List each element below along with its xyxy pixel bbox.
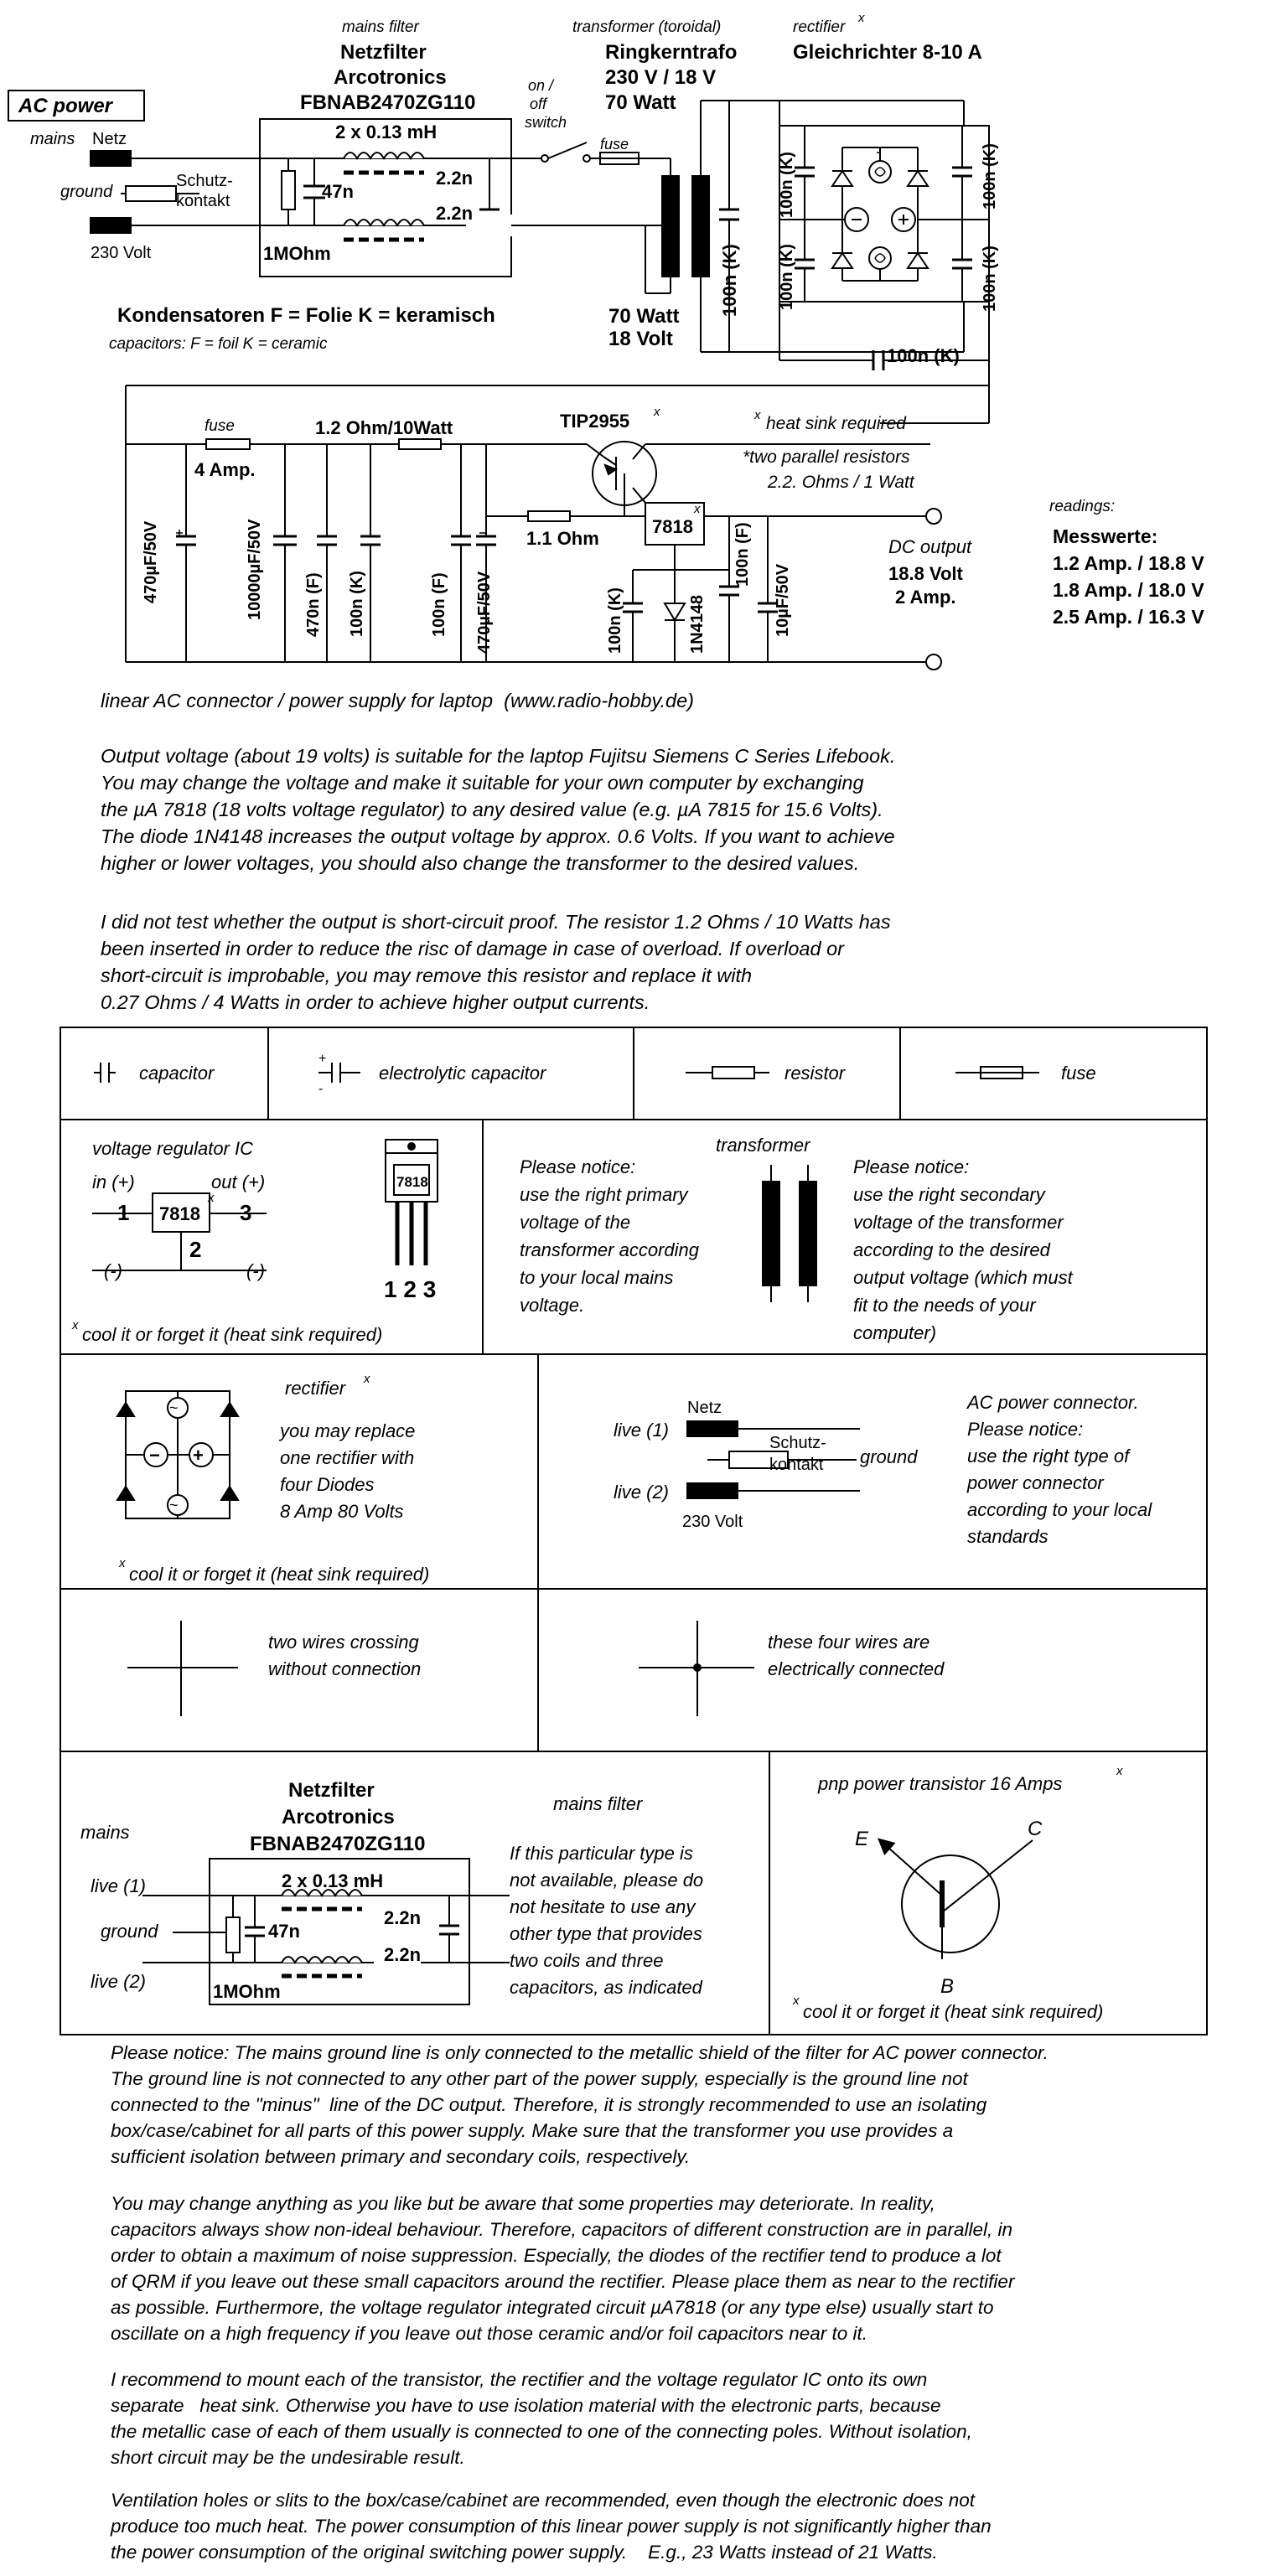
r12-label: 1.2 Ohm/10Watt xyxy=(315,417,453,438)
rect-legend-minus: − xyxy=(149,1445,160,1466)
c100f-label: 100n (F) xyxy=(430,572,448,637)
crossing-legend xyxy=(127,1621,754,1716)
description-shortcircuit: I did not test whether the output is short-circuit proof. The resistor 1.2 Ohms / 10 Watts has been inserted in order to reduce the risc of damage in case of overload. If overload or short-circuit is improbable, you may remove this resistor and replace it with 0.27 Ohms / 4 Watts in order to achieve higher output currents. xyxy=(101,911,891,1013)
vreg-minus-r: (-) xyxy=(246,1260,265,1281)
schutz1-label: Schutz- xyxy=(176,172,233,190)
mains-filter-title: mains filter xyxy=(342,18,419,36)
legend-elcap-plus: + xyxy=(318,1052,327,1066)
fuse2-label: fuse xyxy=(205,417,235,435)
primary-notice: Please notice: use the right primary voltage of the transformer according to your local mains voltage. xyxy=(520,1156,699,1316)
notice-ground: Please notice: The mains ground line is only connected to the metallic shield of the filter for AC power connector. The ground line is not connected to any other part of the power supply, especially is the ground line not connected to the "minus" line of the DC output. Therefore, it is strongly recommended to use an isolating box/case/cabinet for all parts of this power supply. Make sure that the transformer you use provides a sufficient isolation between primary and secondary coils, respectively. xyxy=(111,2042,1049,2167)
vreg-title: voltage regulator IC xyxy=(92,1138,253,1159)
transformer-legend-title: transformer xyxy=(716,1135,810,1156)
vreg-in-label: in (+) xyxy=(92,1172,135,1192)
rectifier-title: rectifier xyxy=(793,18,846,36)
c100k-rect-4: 100n (K) xyxy=(981,246,999,312)
fuse-label: fuse xyxy=(600,136,629,153)
ac-schutz2-label: kontakt xyxy=(769,1456,824,1474)
ac-netz-label: Netz xyxy=(687,1399,722,1417)
ground-label: ground xyxy=(60,183,113,201)
legend-capacitor-label: capacitor xyxy=(139,1063,215,1084)
legend-capacitor xyxy=(94,1063,116,1083)
x-mark-3: x xyxy=(754,408,761,422)
c100k-rect-2: 100n (K) xyxy=(778,244,796,310)
cool3-x: x xyxy=(793,1994,800,2008)
schutz2-label: kontakt xyxy=(176,192,230,210)
description-output: Output voltage (about 19 volts) is suitable for the laptop Fujitsu Siemens C Series Lifebook. You may change the voltage and make it suitable for your own computer by exchanging the µA 7818 (18 volts voltage regulator) to any desired value (e.g. µA 7815 for 15.6 Volts). The diode 1N4148 increases the output voltage by approx. 0.6 Volts. If you want to achieve higher or lower voltages, you should also change the transformer to the desired values. xyxy=(101,745,896,874)
vreg-x: x xyxy=(208,1191,215,1205)
v230-label: 230 Volt xyxy=(91,244,152,262)
w70b-label: 70 Watt xyxy=(608,305,680,328)
m1-label: 1.2 Amp. / 18.8 V xyxy=(1053,552,1204,574)
filter-legend-ground: ground xyxy=(101,1921,158,1942)
cool1-x: x xyxy=(72,1318,79,1332)
switch-and-fuse xyxy=(511,142,671,225)
vreg-pin1: 1 xyxy=(117,1200,130,1225)
vreg-pin2: 2 xyxy=(189,1237,202,1262)
pnp-c: C xyxy=(1028,1818,1043,1840)
filter-legend-live1: live (1) xyxy=(91,1875,147,1896)
caps-note: capacitors: F = foil K = ceramic xyxy=(109,335,328,353)
secondary-notice: Please notice: use the right secondary voltage of the transformer according to the desired output voltage (which must fit to the needs of your computer) xyxy=(853,1156,1073,1343)
c10u-label: 10µF/50V xyxy=(774,563,792,637)
rectifier-bridge xyxy=(779,101,989,352)
onoff-label-2: off xyxy=(530,96,547,112)
m3-label: 2.5 Amp. / 16.3 V xyxy=(1053,606,1204,628)
filter-notice: If this particular type is not available, please do not hesitate to use any other type that provides two coils and three capacitors, as indicated xyxy=(510,1843,704,1998)
c22a-label: 2.2n xyxy=(436,168,474,189)
two-par-1: *two parallel resistors xyxy=(743,447,910,467)
notice-ventilation: Ventilation holes or slits to the box/case/cabinet are recommended, even though the electronic does not produce too much heat. The power consumption of this linear power supply is not significantly higher than the power consumption of the original switching power supply. E.g., 23 Watts instead of 21 Watts. xyxy=(111,2490,992,2563)
filter-legend-coil: 2 x 0.13 mH xyxy=(282,1870,384,1891)
c100k-bus-label: 100n (K) xyxy=(887,345,960,366)
dc-out-label: DC output xyxy=(888,536,972,557)
reg-label: 7818 xyxy=(652,516,693,537)
vreg-minus-l: (-) xyxy=(104,1260,122,1281)
kond-note: Kondensatoren F = Folie K = keramisch xyxy=(117,304,495,327)
c470n-label: 470n (F) xyxy=(304,572,323,637)
ac-power-title xyxy=(8,91,144,121)
v18-label: 18 Volt xyxy=(608,328,673,350)
caption: linear AC connector / power supply for laptop (www.radio-hobby.de) xyxy=(101,690,694,711)
amp4-label: 4 Amp. xyxy=(194,459,256,480)
svg-text:AC power: AC power xyxy=(18,95,113,117)
c100k-rect-3: 100n (K) xyxy=(981,143,999,209)
c22b-label: 2.2n xyxy=(436,203,474,224)
c100kb-label: 100n (K) xyxy=(348,571,366,637)
fbnab-title: FBNAB2470ZG110 xyxy=(300,91,476,114)
rect-legend-ac2: ~ xyxy=(169,1497,179,1513)
ac-v230-label: 230 Volt xyxy=(682,1513,743,1531)
filter-legend-c47: 47n xyxy=(268,1921,300,1942)
pnp-b: B xyxy=(940,1975,955,1998)
ac-ground-label: ground xyxy=(860,1446,918,1467)
rect-legend-x: x xyxy=(364,1372,370,1386)
mains-label: mains xyxy=(30,130,75,148)
ac-live1-label: live (1) xyxy=(614,1420,670,1441)
r1m-label: 1MOhm xyxy=(263,243,331,264)
onoff-label-3: switch xyxy=(525,114,567,131)
pnp-e: E xyxy=(855,1828,869,1850)
diode-label: 1N4148 xyxy=(688,594,707,654)
crossing-text: two wires crossing without connection xyxy=(268,1632,422,1679)
filter-legend-c22b: 2.2n xyxy=(384,1944,422,1965)
transformer-title: transformer (toroidal) xyxy=(572,18,722,36)
vreg-symbol xyxy=(92,1140,438,1270)
legend-elcap-minus: - xyxy=(318,1082,324,1096)
c470-label: 470µF/50V xyxy=(142,520,160,603)
ringkern-title: Ringkerntrafo xyxy=(605,41,738,64)
gleich-title: Gleichrichter 8-10 A xyxy=(793,41,982,64)
x-mark-2: x xyxy=(654,405,660,419)
rectifier-notice: you may replace one rectifier with four Diodes 8 Amp 80 Volts xyxy=(280,1420,416,1522)
vreg-out-label: out (+) xyxy=(211,1172,266,1192)
vreg-chip-label: 7818 xyxy=(159,1203,200,1224)
cool2-label: cool it or forget it (heat sink required) xyxy=(129,1564,430,1585)
coil-label: 2 x 0.13 mH xyxy=(335,122,438,142)
c100k-rect-1: 100n (K) xyxy=(778,152,796,218)
tip-label: TIP2955 xyxy=(560,411,630,432)
w70-title: 70 Watt xyxy=(605,91,676,114)
legend-resistor xyxy=(686,1067,769,1079)
filter-legend-title3: FBNAB2470ZG110 xyxy=(250,1833,426,1855)
arcotronics-title: Arcotronics xyxy=(334,66,447,89)
filter-legend-r1m: 1MOhm xyxy=(213,1981,281,2002)
cool3-label: cool it or forget it (heat sink required) xyxy=(803,2001,1104,2022)
cool2-x: x xyxy=(119,1556,126,1570)
notice-heatsink: I recommend to mount each of the transistor, the rectifier and the voltage regulator IC onto its own separate heat sink. Otherwise you have to use isolation material with the electronic parts, because the metallic case of each of them usually is connected to one of the connecting poles. Without isolation, short circuit may be the undesirable result. xyxy=(111,2369,972,2468)
legend-fuse xyxy=(955,1067,1039,1079)
filter-legend-mains: mains xyxy=(80,1822,130,1843)
pnp-title: pnp power transistor 16 Amps xyxy=(818,1773,1063,1794)
ac-live2-label: live (2) xyxy=(614,1482,670,1503)
ac-connector-notice: AC power connector. Please notice: use the right type of power connector according to your local standards xyxy=(967,1392,1152,1547)
filter-legend-live2: live (2) xyxy=(91,1971,147,1992)
notice-capacitors: You may change anything as you like but be aware that some properties may deteriorate. In reality, capacitors always show non-ideal behaviour. Therefore, capacitors of different construction are in parallel, in order to obtain a maximum of noise suppression. Especially, the diodes of the rectifier tend to produce a lot of QRM if you leave out these small capacitors around the rectifier. Please place them as near to the rectifier as possible. Furthermore, the voltage regulator integrated circuit µA7818 (or any type else) usually start to oscillate on a high frequency if you leave out those ceramic and/or foil capacitors near to it. xyxy=(111,2193,1015,2344)
x-mark-1: x xyxy=(858,11,865,25)
cool1-label: cool it or forget it (heat sink required) xyxy=(82,1324,383,1345)
m2-label: 1.8 Amp. / 18.0 V xyxy=(1053,579,1204,601)
rect-legend-title: rectifier xyxy=(285,1378,346,1399)
c10000-label: 10000µF/50V xyxy=(246,519,264,620)
vreg-pin3: 3 xyxy=(240,1200,252,1225)
v188-label: 18.8 Volt xyxy=(888,563,963,584)
v230-18-title: 230 V / 18 V xyxy=(605,66,717,89)
readings-label: readings: xyxy=(1049,498,1116,515)
pnp-symbol xyxy=(880,1840,1033,1959)
transformer-legend-symbol xyxy=(763,1165,816,1302)
onoff-label-1: on / xyxy=(528,77,554,94)
c100k-trafo-label: 100n (K) xyxy=(719,244,740,317)
c47-label: 47n xyxy=(322,181,354,202)
vreg-pins-label: 1 2 3 xyxy=(384,1276,437,1302)
c470b-label: 470µF/50V xyxy=(475,571,494,654)
filter-legend-title2: Arcotronics xyxy=(282,1806,395,1829)
c100f2-label: 100n (F) xyxy=(733,522,752,587)
filter-legend-title1: Netzfilter xyxy=(288,1779,375,1802)
vreg-package-label: 7818 xyxy=(396,1174,428,1190)
pnp-x: x xyxy=(1116,1764,1123,1778)
ac-schutz1-label: Schutz- xyxy=(769,1434,826,1452)
connected-text: these four wires are electrically connected xyxy=(768,1632,945,1679)
two-par-2: 2.2. Ohms / 1 Watt xyxy=(768,473,914,492)
filter-legend-mains-filter: mains filter xyxy=(553,1793,643,1814)
netz-label: Netz xyxy=(92,130,127,148)
filter-legend-c22a: 2.2n xyxy=(384,1907,422,1928)
rect-legend-plus: + xyxy=(193,1445,204,1466)
rect-legend-ac1: ~ xyxy=(169,1399,179,1416)
netzfilter-title: Netzfilter xyxy=(340,41,427,64)
messwerte-label: Messwerte: xyxy=(1053,525,1158,547)
heat-label: heat sink required xyxy=(766,414,906,433)
amp2-label: 2 Amp. xyxy=(895,587,956,608)
legend-fuse-label: fuse xyxy=(1061,1063,1096,1084)
r11-label: 1.1 Ohm xyxy=(526,528,599,549)
c100k2-label: 100n (K) xyxy=(606,587,624,654)
legend-resistor-label: resistor xyxy=(784,1063,846,1084)
x-mark-4: x xyxy=(694,502,701,516)
legend-elcap-label: electrolytic capacitor xyxy=(379,1063,546,1084)
